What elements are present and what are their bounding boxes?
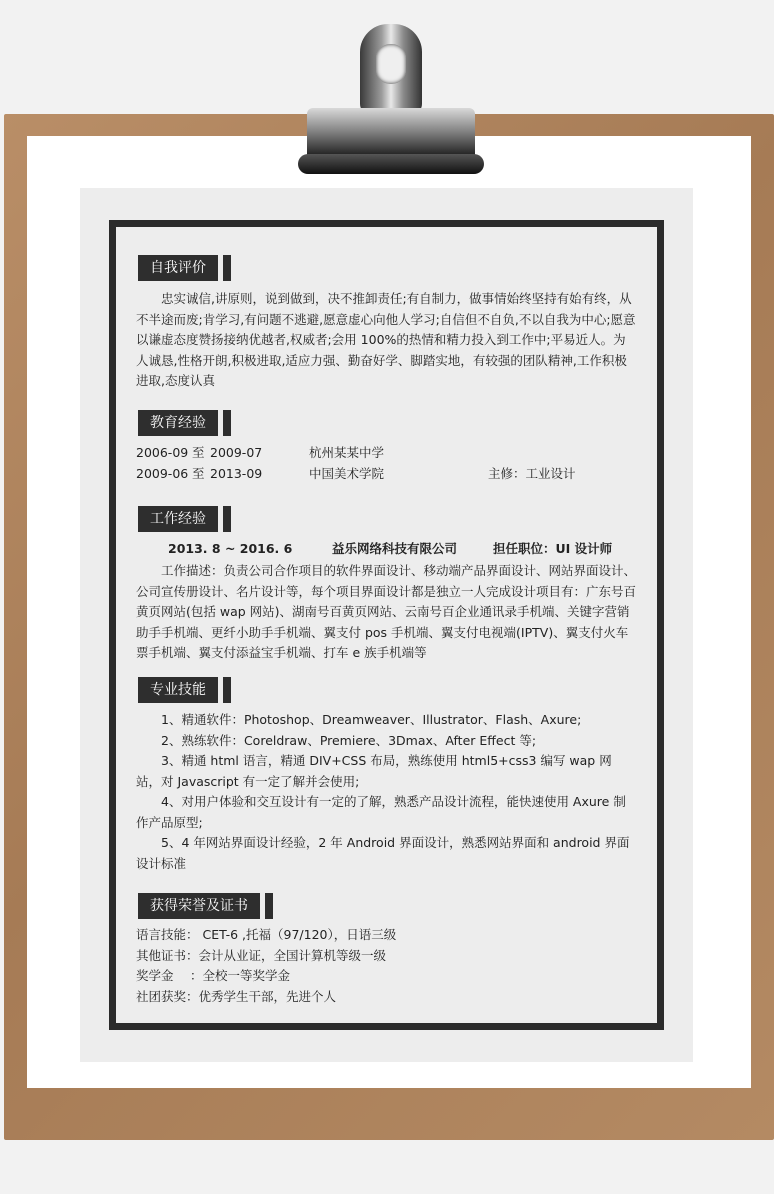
work-period: 2013. 8 ~ 2016. 6 <box>168 541 293 556</box>
section-self-evaluation-header <box>138 255 231 281</box>
binder-clip-hole <box>376 44 406 84</box>
work-position: 担任职位：UI 设计师 <box>493 541 613 556</box>
section-education-header <box>138 410 231 436</box>
edu-school: 中国美术学院 <box>309 466 385 481</box>
section-title-bar <box>223 506 231 532</box>
edu-school: 杭州某某中学 <box>309 445 385 460</box>
section-title: 获得荣誉及证书 <box>138 893 260 919</box>
section-honors-header <box>138 893 273 919</box>
edu-major: 主修：工业设计 <box>488 466 576 481</box>
section-title: 自我评价 <box>138 255 218 281</box>
section-title-bar <box>223 677 231 703</box>
edu-to: 2009-07 <box>210 445 263 460</box>
section-title-bar <box>265 893 273 919</box>
section-work-header <box>138 506 231 532</box>
skill-item: 2、熟练软件：Coreldraw、Premiere、3Dmax、After Effect 等; <box>161 732 537 748</box>
self-evaluation-text: 忠实诚信,讲原则，说到做到，决不推卸责任;有自制力，做事情始终坚持有始有终，从不半途而废;肯学习,有问题不逃避,愿意虚心向他人学习;自信但不自负,不以自我为中心;愿意以谦虚态度赞扬接纳优越者,权威者;会用 100%的热情和精力投入到工作中;平易近人。为人诚恳,性格开朗,积极进取,适应力强、勤奋好学、脚踏实地，有较强的团队精神,工作积极进取,态度认真 <box>136 291 636 388</box>
skills-list <box>136 710 636 874</box>
section-title-bar <box>223 255 231 281</box>
honors-list <box>136 925 636 1007</box>
work-description: 工作描述：负责公司合作项目的软件界面设计、移动端产品界面设计、网站界面设计、公司宣传册设计、名片设计等，每个项目界面设计都是独立一人完成设计项目有：广东号百黄页网站(包括 wap 网站)、湖南号百黄页网站、云南号百企业通讯录手机端、关键字营销助手手机端、更纤小助手手机端、翼支付 pos 手机端、翼支付电视端(IPTV)、翼支付火车票手机端、翼支付添益宝手机端、打车 e 族手机端等 <box>136 563 637 660</box>
edu-sep: 至 <box>192 466 205 481</box>
skill-item: 5、4 年网站界面设计经验，2 年 Android 界面设计，熟悉网站界面和 android 界面设计标准 <box>136 835 630 871</box>
section-title: 工作经验 <box>138 506 218 532</box>
honor-line: 语言技能： CET-6 ,托福（97/120），日语三级 <box>136 927 397 942</box>
skill-item: 4、对用户体验和交互设计有一定的了解，熟悉产品设计流程，能快速使用 Axure 制作产品原型; <box>136 794 626 830</box>
edu-from: 2009-06 <box>136 466 189 481</box>
section-title: 教育经验 <box>138 410 218 436</box>
section-title: 专业技能 <box>138 677 218 703</box>
honor-line: 奖学金 ：全校一等奖学金 <box>136 968 290 983</box>
honor-line: 其他证书：会计从业证，全国计算机等级一级 <box>136 947 387 963</box>
section-title-bar <box>223 410 231 436</box>
edu-to: 2013-09 <box>210 466 263 481</box>
work-company: 益乐网络科技有限公司 <box>332 541 458 556</box>
edu-from: 2006-09 <box>136 445 189 460</box>
skill-item: 1、精通软件：Photoshop、Dreamweaver、Illustrator、Flash、Axure; <box>161 712 582 727</box>
section-skills-header <box>138 677 231 703</box>
honor-line: 社团获奖：优秀学生干部，先进个人 <box>136 988 337 1004</box>
edu-sep: 至 <box>192 445 205 460</box>
skill-item: 3、精通 html 语言，精通 DIV+CSS 布局，熟练使用 html5+css3 编写 wap 网站，对 Javascript 有一定了解并会使用; <box>136 753 612 789</box>
binder-clip-lip <box>298 154 484 174</box>
